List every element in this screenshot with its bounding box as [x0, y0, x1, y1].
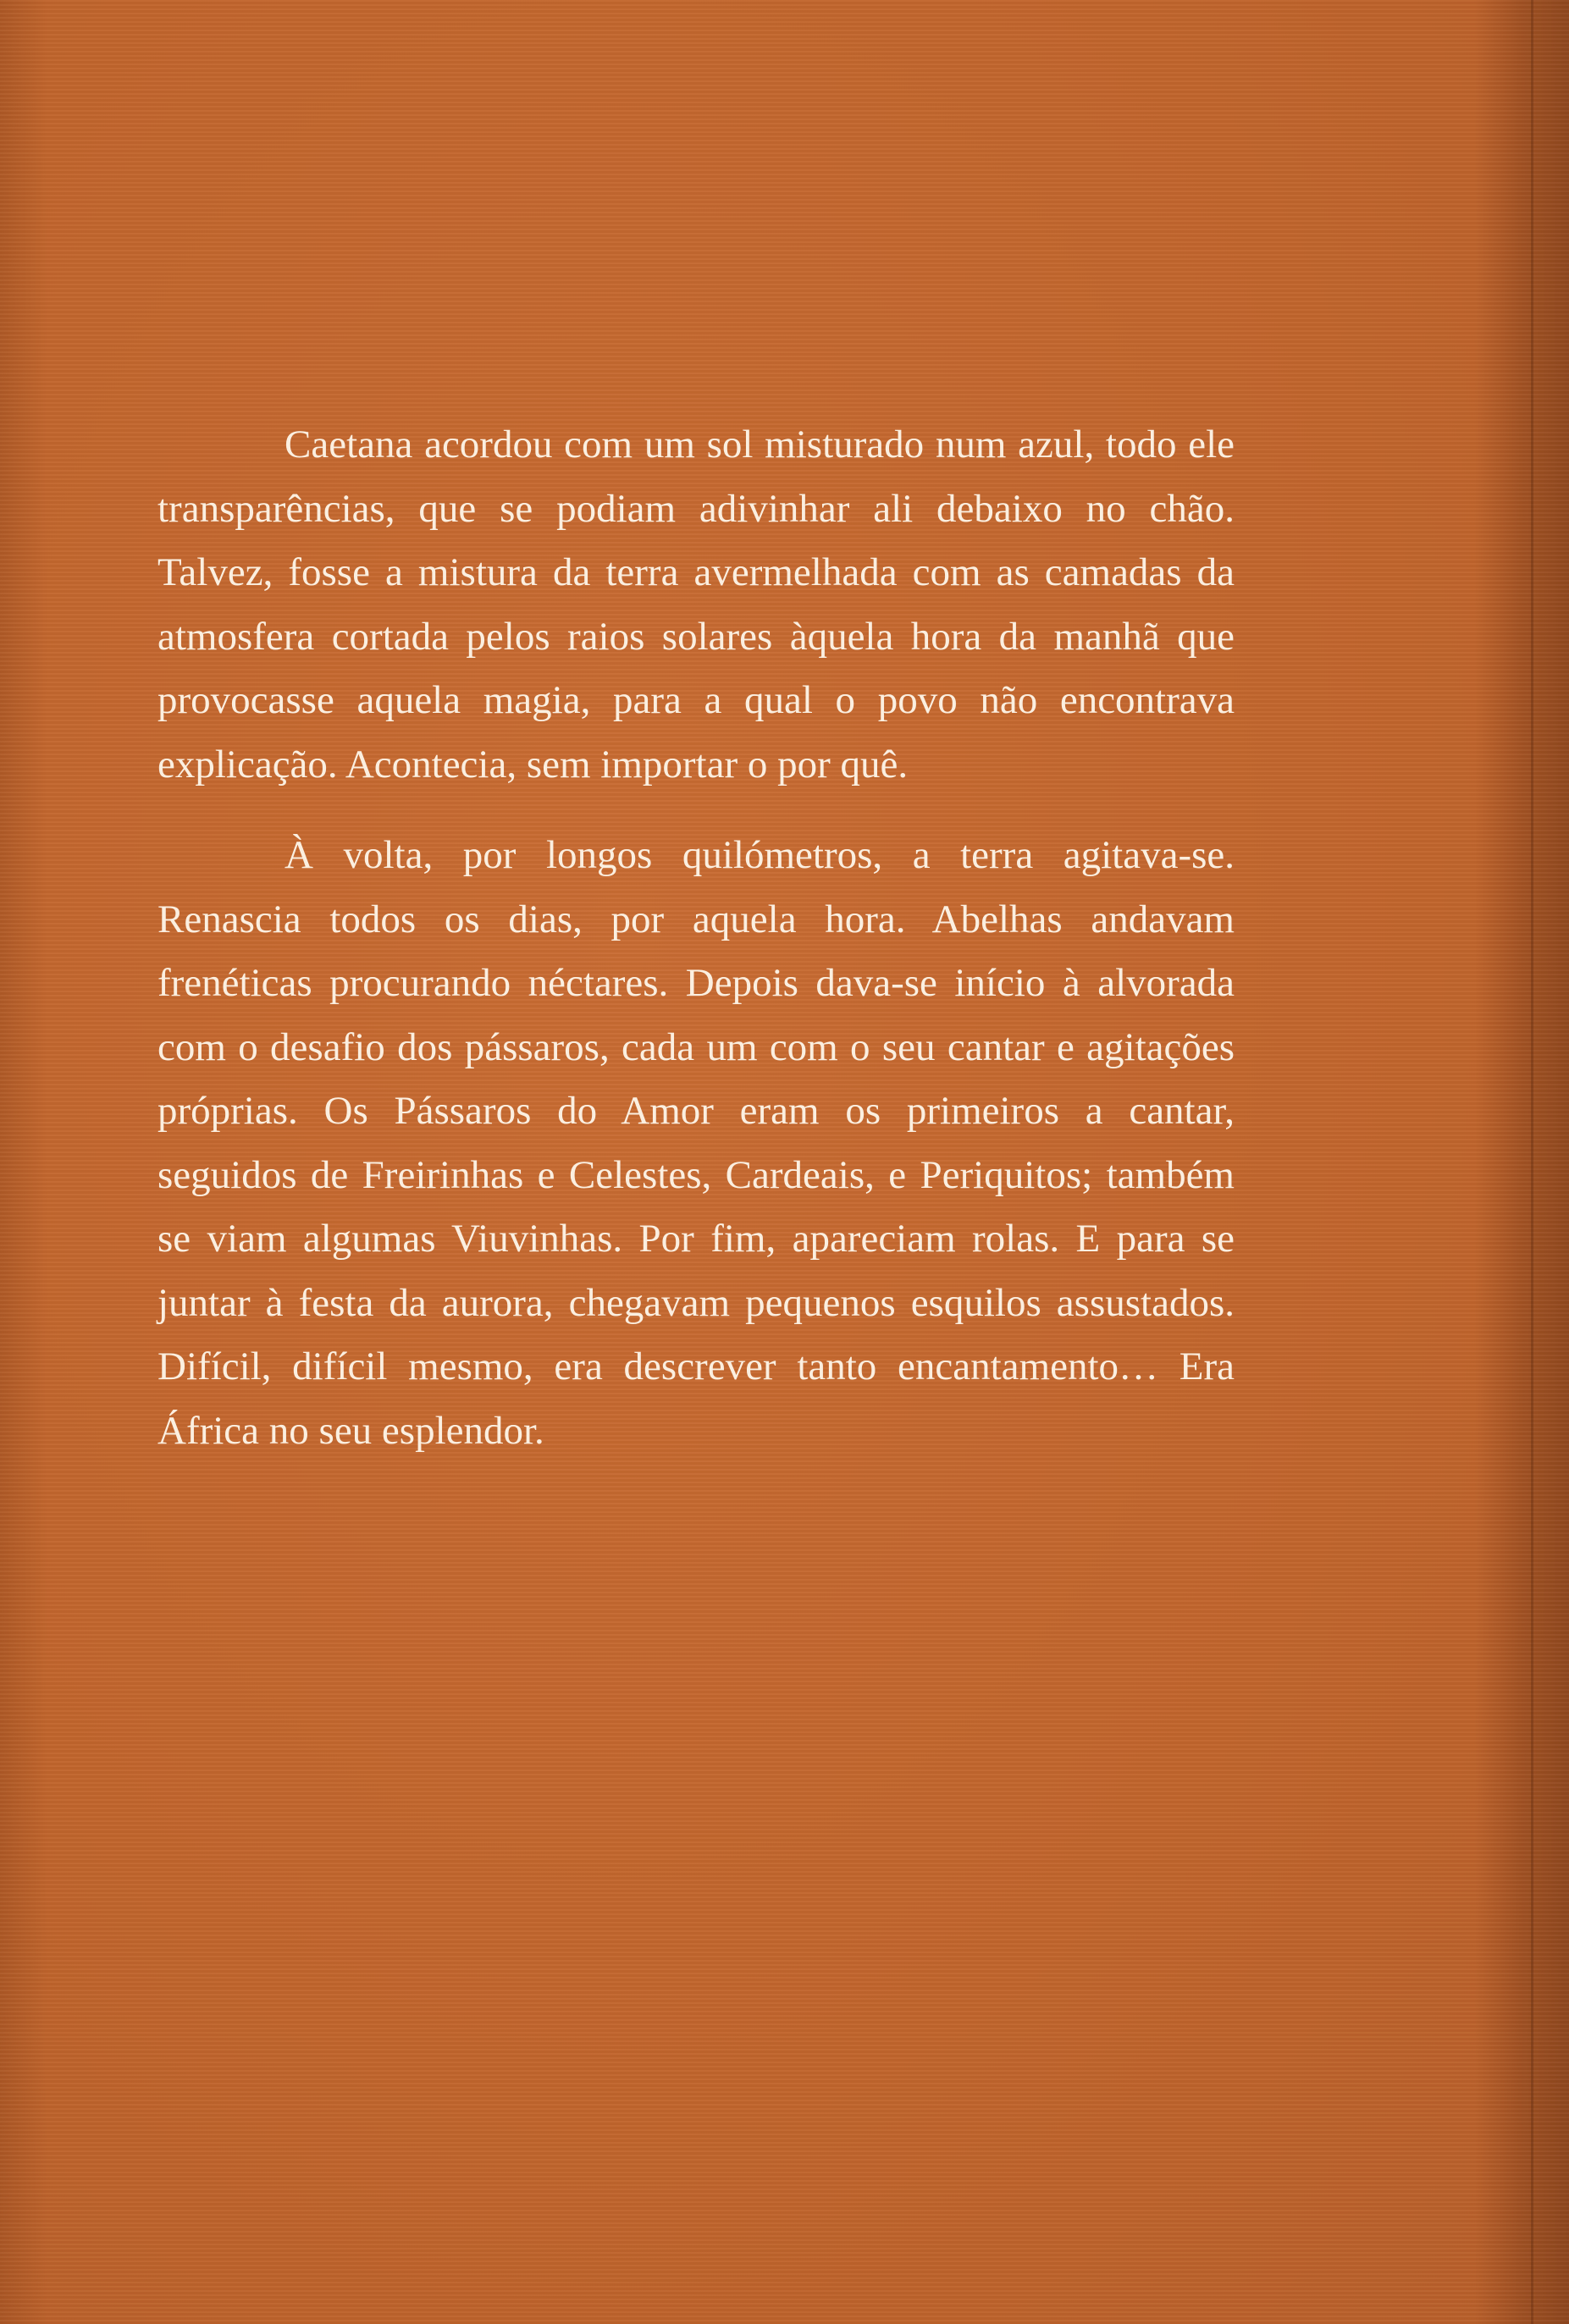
blurb-paragraph-1: Caetana acordou com um sol misturado num azul, todo ele transparências, que se podiam adivinhar ali debaixo no chão. Talvez, fosse a mistura da terra avermelhada com as camadas da atmosfera cortada pelos raios solares àquela hora da manhã que provocasse aquela magia, para a qual o povo não encontrava explicação. Acontecia, sem importar o por quê.: [157, 422, 1235, 787]
back-cover-blurb: [157, 413, 1235, 1490]
blurb-paragraph-2: À volta, por longos quilómetros, a terra agitava-se. Renascia todos os dias, por aquela hora. Abelhas andavam frenéticas procurando néctares. Depois dava-se início à alvorada com o desafio dos pássaros, cada um com o seu cantar e agitações próprias. Os Pássaros do Amor eram os primeiros a cantar, seguidos de Freirinhas e Celestes, Cardeais, e Periquitos; também se viam algumas Viuvinhas. Por fim, apareciam rolas. E para se juntar à festa da aurora, chegavam pequenos esquilos assustados. Difícil, difícil mesmo, era descrever tanto encantamento… Era África no seu esplendor.: [157, 833, 1235, 1453]
spine-edge: [1531, 0, 1533, 2324]
